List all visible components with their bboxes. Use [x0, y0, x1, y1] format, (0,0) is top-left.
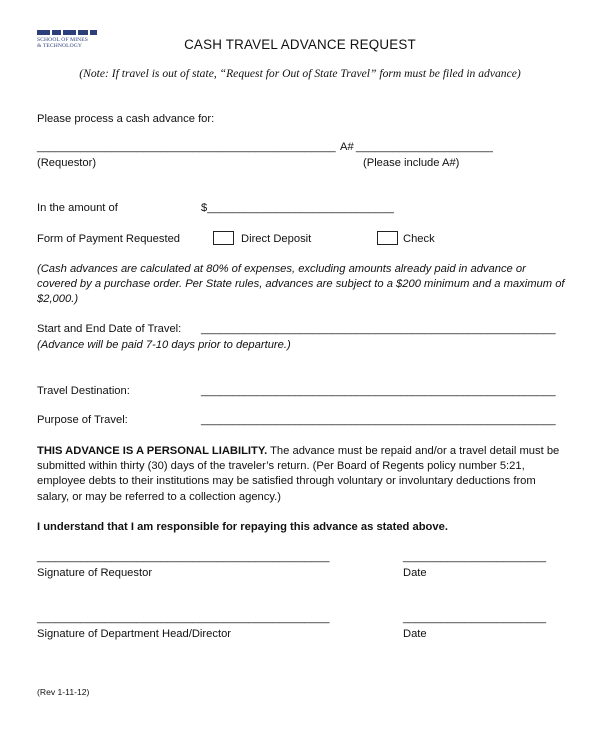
amount-label: In the amount of	[37, 202, 118, 214]
requestor-signature-label: Signature of Requestor	[37, 567, 153, 579]
travel-dates-hint: (Advance will be paid 7-10 days prior to departure.)	[37, 339, 291, 351]
requestor-date-field[interactable]: _______________________	[403, 551, 547, 563]
check-checkbox[interactable]	[377, 231, 398, 245]
liability-text: The advance must be repaid and/or a travel detail must be submitted within thirty (30) days of the traveler’s return. (Per Board of Regents policy number 5:21, employee debts to their institutions may be satisfied through voluntary or involuntary deductions from salary, or may be referred to a collection agency.)	[37, 445, 560, 503]
travel-dates-field[interactable]: _________________________________________________________	[201, 323, 556, 335]
payment-label: Form of Payment Requested	[37, 233, 181, 245]
logo-bars	[37, 30, 97, 35]
director-date-label: Date	[403, 628, 427, 640]
liability-heading: THIS ADVANCE IS A PERSONAL LIABILITY.	[37, 445, 268, 457]
director-date-field[interactable]: _______________________	[403, 612, 547, 624]
destination-field[interactable]: _________________________________________________________	[201, 385, 556, 397]
requestor-date-label: Date	[403, 567, 427, 579]
director-signature-label: Signature of Department Head/Director	[37, 628, 232, 640]
logo-line-2: & TECHNOLOGY	[37, 43, 83, 50]
purpose-field[interactable]: _________________________________________________________	[201, 414, 556, 426]
requestor-signature-field[interactable]: _______________________________________________	[37, 551, 330, 563]
calculation-note: (Cash advances are calculated at 80% of expenses, excluding amounts already paid in advance or covered by a purchase order. Per State rules, advances are subject to a $200 minimum and a maximum of $2,000.)	[37, 263, 565, 306]
a-number-field[interactable]: ______________________	[356, 141, 493, 153]
requestor-field[interactable]: ________________________________________________	[37, 141, 336, 153]
liability-paragraph	[37, 444, 567, 505]
acknowledgement-text: I understand that I am responsible for repaying this advance as stated above.	[37, 521, 448, 533]
destination-label: Travel Destination:	[37, 385, 130, 397]
purpose-label: Purpose of Travel:	[37, 414, 128, 426]
a-number-label: A#	[340, 141, 354, 153]
requestor-label: (Requestor)	[37, 157, 97, 169]
a-number-hint: (Please include A#)	[363, 157, 460, 169]
logo-line-1: SCHOOL OF MINES	[37, 37, 89, 43]
amount-field[interactable]: $______________________________	[201, 202, 394, 214]
check-label: Check	[403, 233, 435, 245]
revision-label: (Rev 1-11-12)	[37, 687, 90, 697]
travel-dates-label: Start and End Date of Travel:	[37, 323, 182, 335]
director-signature-field[interactable]: _______________________________________________	[37, 612, 330, 624]
direct-deposit-checkbox[interactable]	[213, 231, 234, 245]
form-title: CASH TRAVEL ADVANCE REQUEST	[184, 37, 416, 52]
out-of-state-note: (Note: If travel is out of state, “Request for Out of State Travel” form must be filed in advance)	[79, 67, 521, 80]
direct-deposit-label: Direct Deposit	[241, 233, 312, 245]
intro-text: Please process a cash advance for:	[37, 113, 215, 125]
